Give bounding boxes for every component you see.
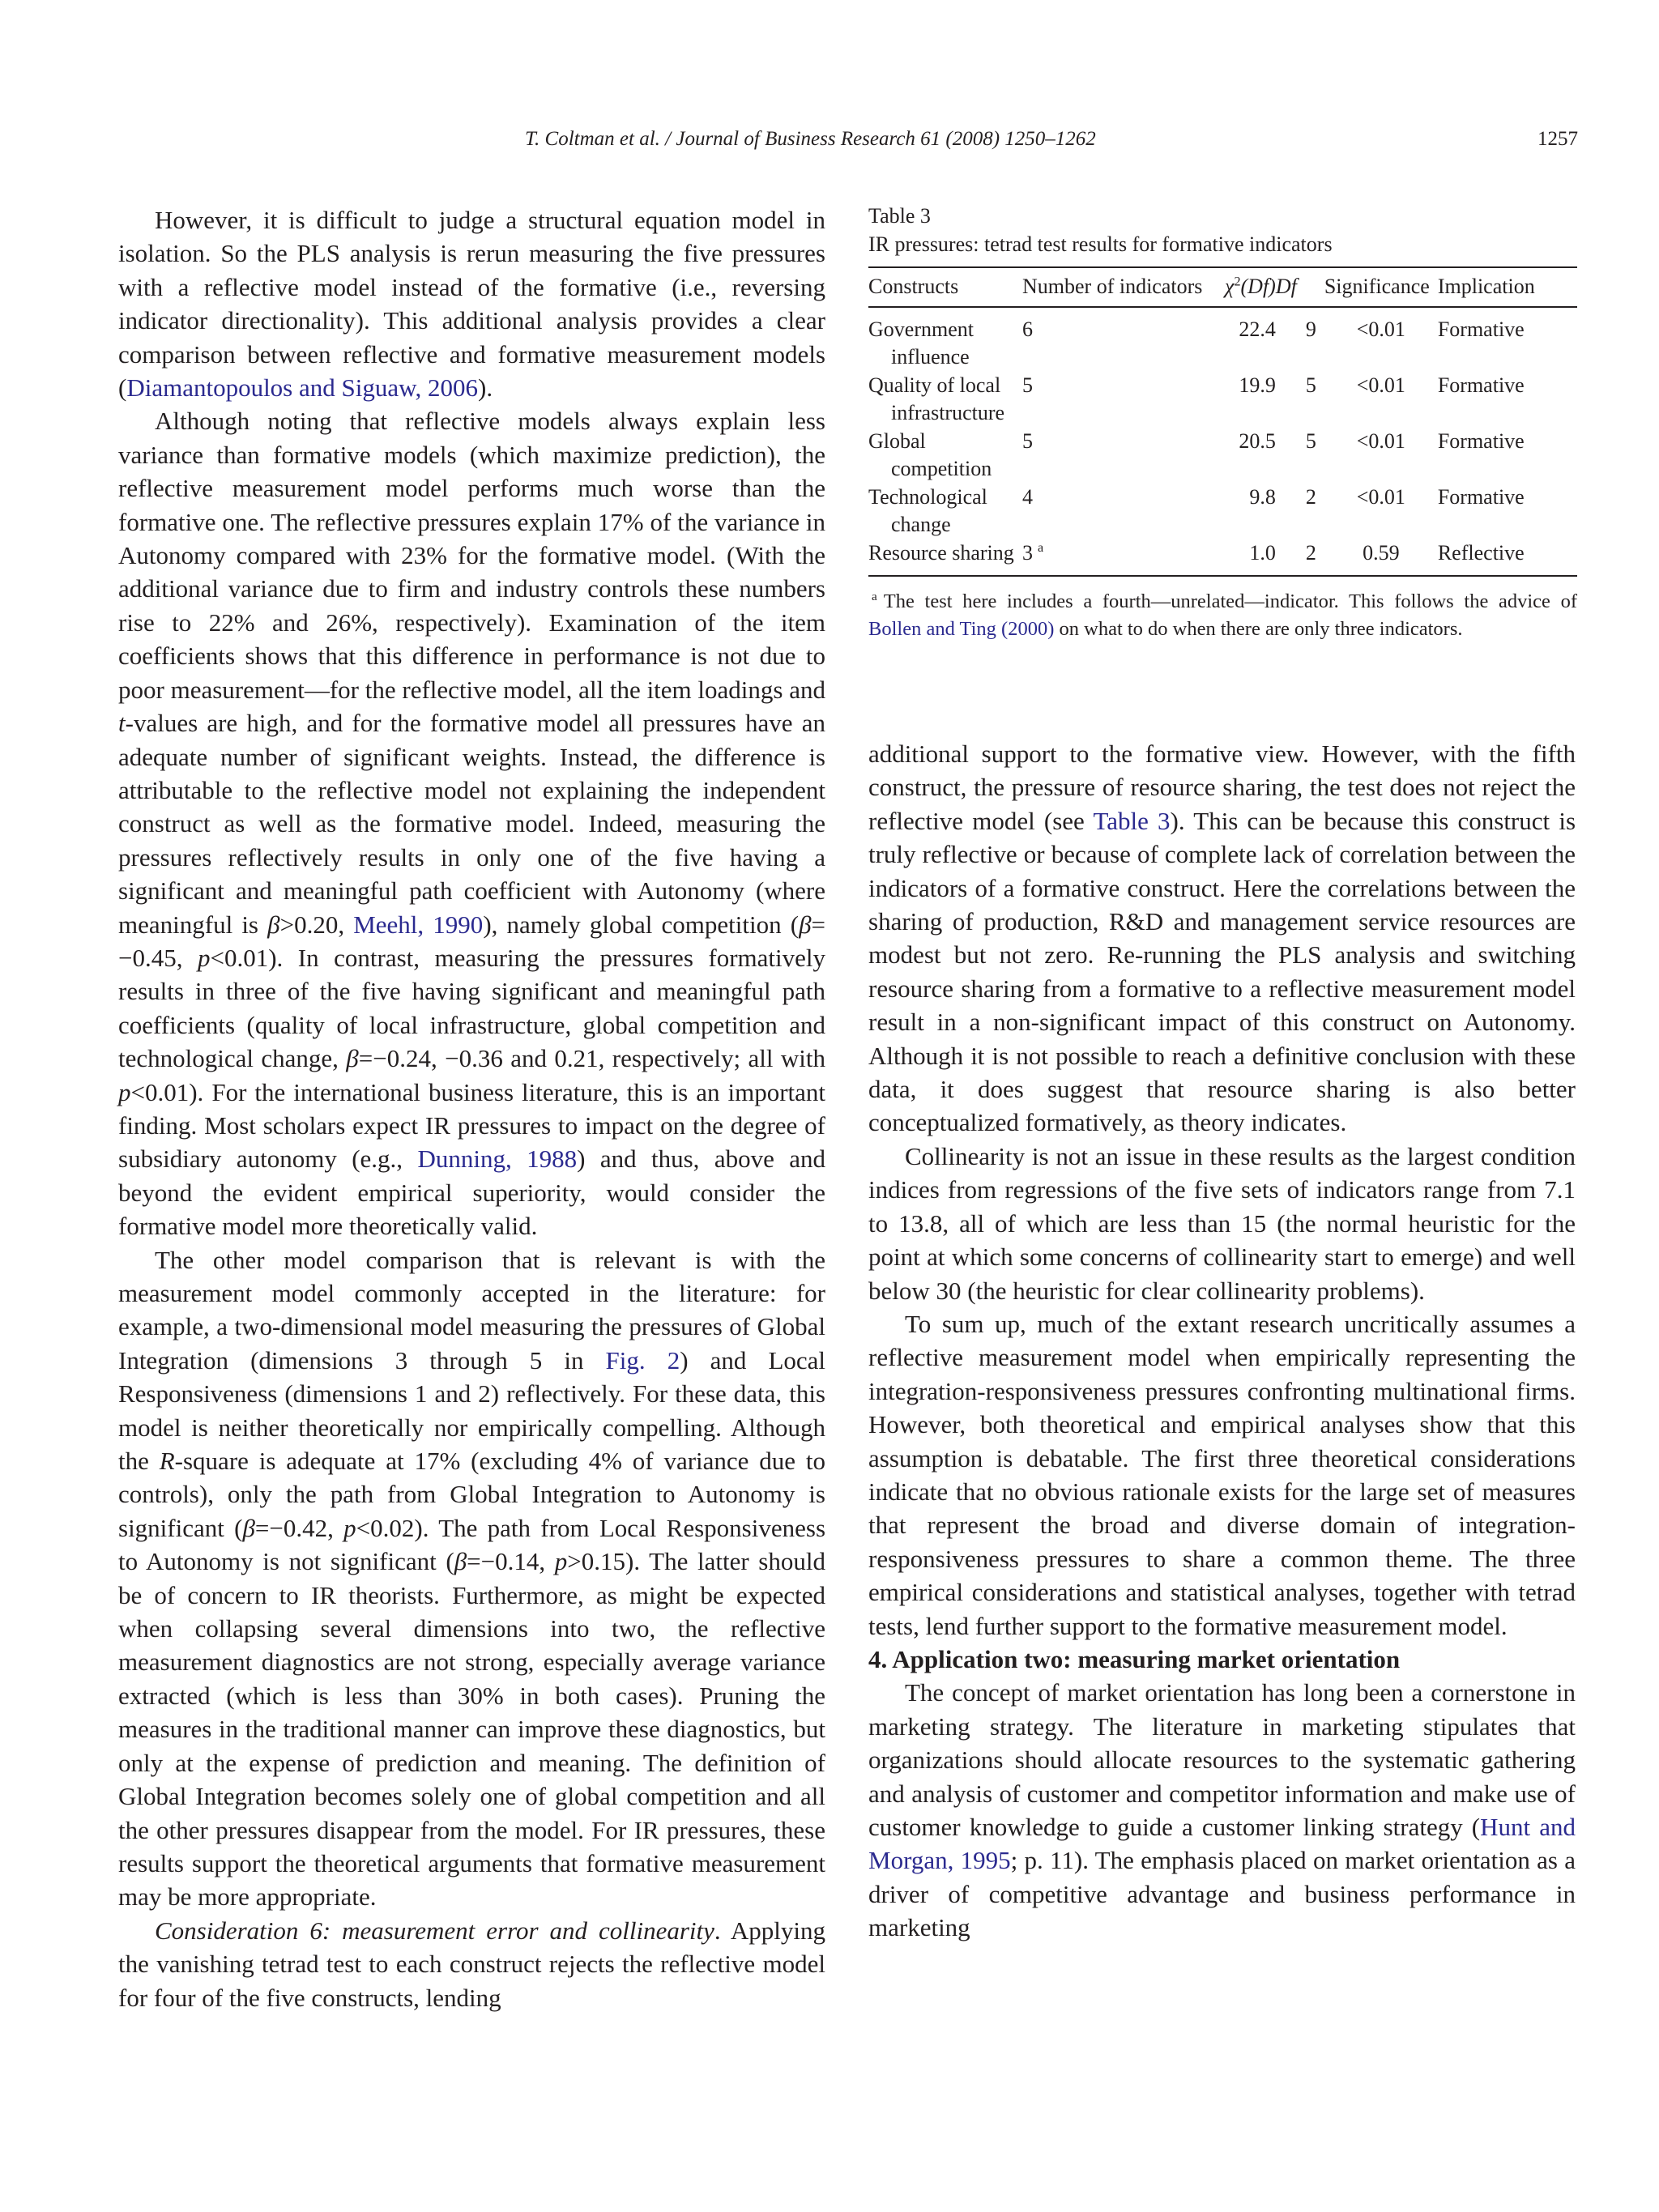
- text: >0.20,: [279, 910, 354, 939]
- text: -square is adequate at 17% (excluding 4% of variance due to controls), only the path from Global Integration to Autonomy is significant (: [118, 1447, 826, 1542]
- paragraph: [868, 737, 1576, 1140]
- table-header-row: [868, 267, 1577, 307]
- text: >0.15). The latter should be of concern to IR theorists. Furthermore, as might be expected when collapsing several dimensions into two, the reflective measurement diagnostics are not strong, especially average variance extracted (which is less than 30% in both cases). Pruning the measures in the traditional manner can improve these diagnostics, but only at the expense of prediction and meaning. The definition of Global Integration becomes solely one of global competition and all the other pressures disappear from the model. For IR pressures, these results support the theoretical arguments that formative measurement may be more appropriate.: [118, 1547, 825, 1912]
- cell-implication: Formative: [1437, 428, 1525, 453]
- text: The concept of market orientation has long been a cornerstone in marketing strategy. The literature in marketing stipulates that organizations should allocate resources to the systematic gathering and analysis of customer and competitor information and make use of customer knowledge to guide a customer linking strategy (: [868, 1678, 1576, 1841]
- num-value: 5: [1022, 373, 1033, 397]
- italic-symbol: p: [118, 1077, 131, 1106]
- num-value: 4: [1022, 484, 1033, 509]
- text: -values are high, and for the formative model all pressures have an adequate number of significant weights. Instead, the difference is attributable to the reflective model not explaining the independent construct as well as the formative model. Indeed, measuring the pressures reflectively results in only one of the five having a significant and meaningful path coefficient with Autonomy (where meaningful is: [118, 709, 825, 939]
- paragraph: [868, 1676, 1576, 1944]
- cell-chi2: 22.4: [1239, 317, 1276, 341]
- header-number-of-indicators: Number of indicators: [1022, 267, 1225, 307]
- cell-df: 2: [1305, 540, 1316, 565]
- cell-significance: <0.01: [1356, 484, 1405, 509]
- cell-construct: Government influence: [868, 317, 974, 369]
- cell-significance: <0.01: [1356, 317, 1405, 341]
- cell-significance: <0.01: [1356, 428, 1405, 453]
- cell-df: 5: [1305, 373, 1316, 397]
- cell-implication: Formative: [1437, 373, 1525, 397]
- text: ). This can be because this construct is truly reflective or because of complete lack of correlation between the indicators of a formative construct. Here the correlations between the sharing of production, R&D and management service resources are modest but not zero. Re-running the PLS analysis and switching resource sharing from a formative to a reflective measurement model result in a non-significant impact of this construct on Autonomy. Although it is not possible to reach a definitive conclusion with these data, it does suggest that resource sharing is also better conceptualized formatively, as theory indicates.: [868, 806, 1576, 1137]
- num-value: 5: [1022, 428, 1033, 453]
- footnote-mark: a: [872, 589, 877, 603]
- footnote-marker: a: [1038, 540, 1044, 555]
- text: The test here includes a fourth—unrelated—indicator. This follows the advice of: [883, 590, 1577, 612]
- running-head: [0, 128, 1659, 160]
- header-df: Df: [1276, 267, 1324, 307]
- table-row: [868, 372, 1577, 428]
- cell-significance: 0.59: [1363, 540, 1400, 565]
- table-row: [868, 307, 1577, 372]
- page-number: 1257: [1537, 128, 1578, 150]
- chi-df-label: (Df): [1240, 275, 1276, 298]
- paragraph: [118, 1243, 825, 1914]
- citation-link[interactable]: Dunning, 1988: [417, 1144, 578, 1174]
- text: <0.01). In contrast, measuring the pressures formatively results in three of the five having significant and meaningful path coefficients (quality of local infrastructure, global competition and technological change,: [118, 943, 826, 1073]
- italic-symbol: β: [454, 1547, 467, 1576]
- cell-num: [1022, 428, 1225, 484]
- cell-significance: <0.01: [1356, 373, 1405, 397]
- italic-symbol: t: [118, 709, 126, 738]
- table-link[interactable]: Table 3: [1093, 806, 1171, 835]
- table-footnote: [868, 588, 1577, 643]
- text: on what to do when there are only three indicators.: [1054, 618, 1463, 640]
- table-caption: IR pressures: tetrad test results for formative indicators: [868, 232, 1333, 256]
- superscript: 2: [1234, 275, 1241, 289]
- text: Although noting that reflective models always explain less variance than formative models (which maximize prediction), the reflective measurement model performs much worse than the formative one. The reflective pressures explain 17% of the variance in Autonomy compared with 23% for the formative model. (With the additional variance due to firm and industry controls these numbers rise to 22% and 26%, respectively). Examination of the item coefficients shows that this difference in performance is not due to poor measurement—for the reflective model, all the item loadings and: [118, 407, 825, 704]
- citation-link[interactable]: Diamantopoulos and Siguaw, 2006: [126, 373, 478, 403]
- italic-symbol: β: [267, 910, 280, 939]
- italic-symbol: β: [799, 910, 812, 939]
- italic-symbol: p: [198, 943, 211, 972]
- text: . Applying the vanishing tetrad test to each construct rejects the reflective model for four of the five constructs, lending: [118, 1916, 826, 2012]
- cell-chi2: 1.0: [1249, 540, 1276, 565]
- citation-link[interactable]: Hunt and Morgan, 1995: [868, 1813, 1576, 1875]
- text: ), namely global competition (: [483, 910, 800, 939]
- text: = −0.45,: [118, 910, 826, 972]
- text: ) and Local Responsiveness (dimensions 1 and 2) reflectively. For these data, this model is neither theoretically nor empirically compelling. Although the: [118, 1345, 826, 1476]
- paragraph: [118, 203, 825, 404]
- num-value: 6: [1022, 317, 1033, 341]
- paragraph: Collinearity is not an issue in these results as the largest condition indices from regressions of the five sets of indicators range from 7.1 to 13.8, all of which are less than 15 (the normal heuristic for the point at which some concerns of collinearity start to emerge) and well below 30 (the heuristic for clear collinearity problems).: [868, 1141, 1576, 1305]
- cell-df: 5: [1305, 428, 1316, 453]
- figure-link[interactable]: Fig. 2: [605, 1345, 680, 1375]
- text: =−0.24, −0.36 and 0.21, respectively; all with: [358, 1044, 825, 1073]
- citation-link[interactable]: Bollen and Ting (2000): [868, 618, 1055, 640]
- paragraph: [118, 404, 825, 1242]
- cell-df: 9: [1305, 317, 1316, 341]
- cell-chi2: 9.8: [1249, 484, 1276, 509]
- italic-symbol: p: [343, 1513, 356, 1542]
- cell-chi2: 19.9: [1239, 373, 1276, 397]
- cell-df: 2: [1305, 484, 1316, 509]
- tetrad-test-table: [868, 266, 1577, 577]
- text: However, it is difficult to judge a structural equation model in isolation. So the PLS analysis is rerun measuring the five pressures with a reflective model instead of the formative (i.e., reversing indicator directionality). This additional analysis provides a clear comparison between reflective and formative measurement models (: [118, 206, 825, 403]
- cell-implication: Formative: [1437, 317, 1525, 341]
- cell-num: [1022, 539, 1225, 577]
- cell-construct: Global competition: [868, 428, 992, 480]
- paragraph: [118, 1914, 825, 2014]
- header-significance: Significance: [1324, 267, 1438, 307]
- header-chi-square: [1225, 267, 1276, 307]
- table-row: [868, 539, 1577, 577]
- num-value: 3: [1022, 540, 1033, 565]
- cell-construct: Technological change: [868, 484, 987, 536]
- left-column: [118, 203, 825, 2014]
- cell-num: [1022, 372, 1225, 428]
- citation-link[interactable]: Meehl, 1990: [353, 910, 484, 939]
- cell-construct: Resource sharing: [868, 540, 1014, 565]
- table-row: [868, 428, 1577, 484]
- italic-symbol: β: [242, 1513, 255, 1542]
- journal-citation: T. Coltman et al. / Journal of Business Research 61 (2008) 1250–1262: [525, 128, 1096, 150]
- text: <0.01). For the international business literature, this is an important finding. Most scholars expect IR pressures to impact on the degree of subsidiary autonomy (e.g.,: [118, 1077, 825, 1174]
- cell-implication: Reflective: [1437, 540, 1525, 565]
- text: =−0.14,: [467, 1547, 555, 1576]
- text: additional support to the formative view. However, with the fifth construct, the pressure of resource sharing, the test does not reject the reflective model (see: [868, 739, 1576, 835]
- header-constructs: Constructs: [868, 267, 1022, 307]
- cell-chi2: 20.5: [1239, 428, 1276, 453]
- italic-symbol: R: [159, 1447, 175, 1476]
- cell-num: [1022, 484, 1225, 539]
- text: ).: [478, 373, 493, 403]
- header-implication: Implication: [1438, 267, 1577, 307]
- text: <0.02). The path from Local Responsiveness to Autonomy is not significant (: [118, 1513, 826, 1576]
- paragraph: To sum up, much of the extant research uncritically assumes a reflective measurement model when empirically representing the integration-responsiveness pressures confronting multinational firms. However, both theoretical and empirical analyses show that this assumption is debatable. The first three theoretical considerations indicate that no obvious rationale exists for the large set of measures that represent the broad and diverse domain of integration-responsiveness pressures to share a common theme. The three empirical considerations and statistical analyses, together with tetrad tests, lend further support to the formative measurement model.: [868, 1309, 1576, 1640]
- italic-symbol: p: [554, 1547, 568, 1576]
- cell-implication: Formative: [1437, 484, 1525, 509]
- italic-symbol: β: [346, 1044, 359, 1073]
- subsection-runin-heading: Consideration 6: measurement error and collinearity: [155, 1916, 714, 1945]
- chi-symbol: χ: [1225, 275, 1235, 298]
- cell-num: [1022, 307, 1225, 372]
- table-row: [868, 484, 1577, 539]
- table-label: Table 3: [868, 204, 931, 228]
- text: ; p. 11). The emphasis placed on market orientation as a driver of competitive advantage and business performance in marketing: [868, 1846, 1576, 1942]
- section-heading: 4. Application two: measuring market orientation: [868, 1644, 1401, 1673]
- right-column: [868, 737, 1576, 1945]
- cell-construct: Quality of local infrastructure: [868, 373, 1005, 424]
- text: The other model comparison that is relevant is with the measurement model commonly accepted in the literature: for example, a two-dimensional model measuring the pressures of Global Integration (dimensions 3 through 5 in: [118, 1245, 825, 1375]
- table-3: [868, 202, 1577, 643]
- text: ) and thus, above and beyond the evident empirical superiority, would consider the formative model more theoretically valid.: [118, 1144, 825, 1241]
- text: =−0.42,: [254, 1513, 344, 1542]
